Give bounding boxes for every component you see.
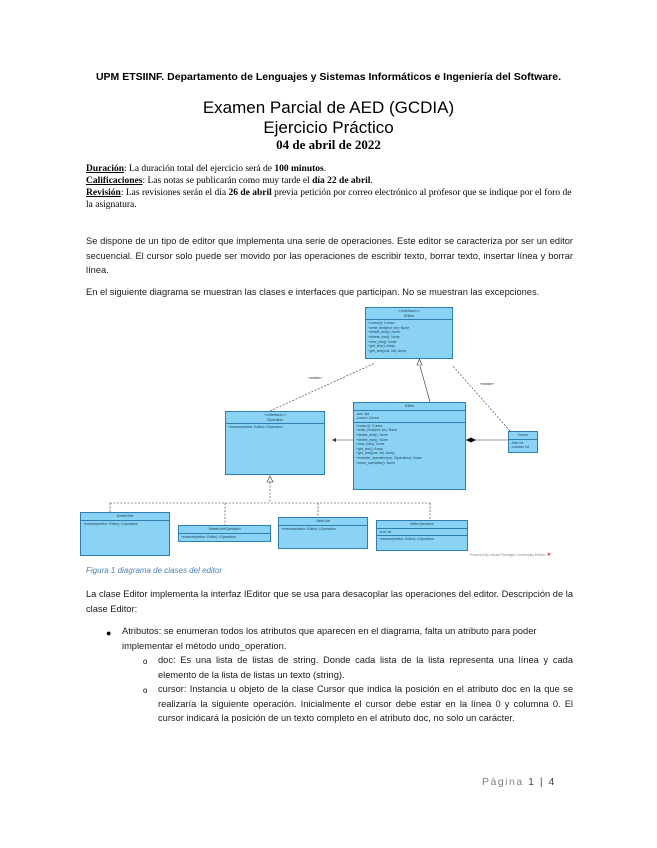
rev-label: Revisión — [86, 188, 121, 198]
institution-heading — [0, 71, 657, 83]
ioperation-stereotype: <<interface>> — [264, 413, 286, 417]
rev-bold: 26 de abril — [228, 188, 272, 198]
editor-op: +delete_line(): None — [356, 437, 388, 442]
duracion-end: . — [323, 164, 327, 174]
realize-label-left: «realize» — [308, 376, 323, 380]
credit-text: Powered By Visual Paradigm Community Edition — [470, 553, 546, 557]
writeop-attrs — [377, 529, 467, 537]
uml-ioperation — [225, 411, 325, 475]
sub-bullet-doc: doc: Es una lista de listas de string. Donde cada lista de la lista representa una línea y cada elemento de la lista de listas un texto (string). — [158, 655, 573, 680]
deletetext-name: DeleteText — [81, 513, 169, 521]
paragraph-diagram-intro: En el siguiente diagrama se muestran las clases e interfaces que participan. No se muestran las excepciones. — [86, 287, 540, 297]
uml-writeoperation — [376, 520, 468, 551]
cursor-attrs — [509, 440, 537, 451]
newline-op: +execute(editor: Editor): IOperation — [281, 526, 336, 531]
cursor-attr: -line: int — [511, 440, 524, 445]
ieditor-op: +new_line(): None — [368, 339, 397, 344]
editor-op: +get_text(pos: int): Array — [356, 451, 395, 456]
uml-editor — [353, 402, 466, 490]
ioperation-op: +execute(editor: Editor): IOperation — [228, 425, 283, 430]
composition-diamond — [466, 438, 476, 443]
ieditor-op: +get_line(): Array — [368, 344, 395, 349]
deletetext-op: +execute(editor: Editor): IOperation — [83, 521, 138, 526]
ieditor-stereotype: <<interface>> — [398, 309, 420, 313]
exam-date: 04 de abril de 2022 — [276, 137, 381, 152]
info-calificaciones — [86, 175, 576, 187]
writeop-op: +execute(editor: Editor): IOperation — [379, 537, 434, 542]
editor-op: +new_line(): None — [356, 442, 385, 447]
ioperation-title — [226, 412, 324, 424]
uml-newline — [278, 517, 368, 549]
ieditor-title — [366, 308, 452, 320]
info-duracion — [86, 163, 576, 175]
ieditor-op: +cursor(): Cursor — [368, 321, 395, 326]
ioperation-name: IOperation — [266, 417, 284, 422]
ieditor-ops — [366, 320, 452, 354]
info-revision — [86, 187, 576, 211]
uml-deletetext — [80, 512, 170, 556]
page-footer — [482, 776, 556, 788]
writeop-name: WriteOperation — [377, 521, 467, 529]
editor-op: +cursor(): Cursor — [356, 423, 383, 428]
deleteline-name: DeleteLineOperation — [179, 526, 270, 534]
editor-op: +undo_operation(): None — [356, 460, 396, 465]
uml-cursor — [508, 431, 538, 453]
realize-label-right: «realize» — [480, 382, 495, 386]
diagram-credit — [470, 552, 551, 558]
rev-text: : Las revisiones serán el día — [120, 188, 229, 198]
uml-deleteline — [178, 525, 271, 542]
paragraph-editor-class: La clase Editor implementa la interfaz IEditor que se usa para desacoplar las operaciones del editor. Descripción de la clase Editor: — [86, 589, 573, 614]
duracion-text: : La duración total del ejercicio será de — [124, 164, 275, 174]
ieditor-name: IEditor — [403, 313, 415, 318]
realize-line-editor — [420, 366, 430, 402]
deleteline-ops — [179, 534, 270, 541]
realize-arrow-editor — [417, 359, 422, 365]
deletetext-ops — [81, 521, 169, 528]
uml-ieditor — [365, 307, 453, 359]
bullet-dot-icon: ● — [106, 628, 112, 638]
calif-label: Calificaciones — [86, 176, 143, 186]
editor-attr: -cursor: Cursor — [356, 416, 380, 421]
newline-ops — [279, 526, 367, 533]
association-arrow — [332, 438, 336, 442]
ieditor-op: +write_text(text: str): None — [368, 325, 410, 330]
duracion-bold: 100 minutos — [274, 164, 324, 174]
editor-op: +get_line(): Array — [356, 446, 383, 451]
rev-end: previa petición por correo electrónico al profesor que se indique por el foro de la asignatura. — [86, 188, 572, 210]
editor-attr: -doc: list — [356, 411, 370, 416]
editor-op: +delete_text(): None — [356, 432, 388, 437]
writeop-attr: -text: str — [379, 529, 392, 534]
cursor-attr: -column: int — [511, 445, 530, 450]
cursor-name: Cursor — [509, 432, 537, 440]
editor-attrs — [354, 411, 465, 423]
inheritance-arrow — [267, 476, 273, 482]
editor-op: +execute_operation(op: IOperation): None — [356, 455, 422, 460]
editor-ops — [354, 423, 465, 466]
ieditor-op: +get_text(pos: int): Array — [368, 348, 407, 353]
ieditor-op: +delete_line(): None — [368, 334, 400, 339]
ioperation-ops — [226, 424, 324, 431]
page-number: 1 | 4 — [528, 776, 556, 788]
class-diagram — [80, 303, 572, 561]
calif-end: . — [370, 176, 373, 186]
sub-bullet-cursor: cursor: Instancia u objeto de la clase Cursor que indica la posición en el atributo doc en la que se realizaría la siguiente operación. Inicialmente el cursor debe estar en la línea 0 y columna 0. El cursor indicará la posición de un texto completo en el atributo doc, no solo un carácter. — [158, 684, 573, 723]
sub-bullet-icon: o — [143, 686, 148, 695]
duracion-label: Duración — [86, 164, 124, 174]
newline-name: NewLine — [279, 518, 367, 526]
paragraph-intro: Se dispone de un tipo de editor que implementa una serie de operaciones. Este editor se caracteriza por ser un editor secuencial. El cursor solo puede ser movido por las operaciones de escribir texto, borrar texto, insertar línea y borrar línea. — [86, 236, 573, 275]
visual-paradigm-logo-icon: ❖ — [546, 552, 552, 558]
institution-text: UPM ETSIINF. Departamento de Lenguajes y Sistemas Informáticos e Ingeniería del Software. — [95, 71, 562, 83]
writeop-ops — [377, 536, 467, 543]
editor-name: Editor — [354, 403, 465, 411]
page-word: Página — [482, 776, 524, 788]
calif-text: : Las notas se publicarán como muy tarde el — [142, 176, 313, 186]
exam-subtitle: Ejercicio Práctico — [263, 118, 394, 137]
ieditor-op: +delete_text(): None — [368, 330, 400, 335]
bullet-attributes: Atributos: se enumeran todos los atributos que aparecen en el diagrama, falta un atributo para poder implementar el método undo_operation. — [122, 626, 537, 651]
sub-bullet-icon: o — [143, 657, 148, 666]
figure-caption: Figura 1 diagrama de clases del editor — [86, 566, 223, 575]
deleteline-op: +execute(editor: Editor): IOperation — [181, 534, 236, 539]
editor-op: +write_text(text: str): None — [356, 428, 398, 433]
calif-bold: día 22 de abril — [312, 176, 371, 186]
exam-title: Examen Parcial de AED (GCDIA) — [202, 98, 455, 117]
